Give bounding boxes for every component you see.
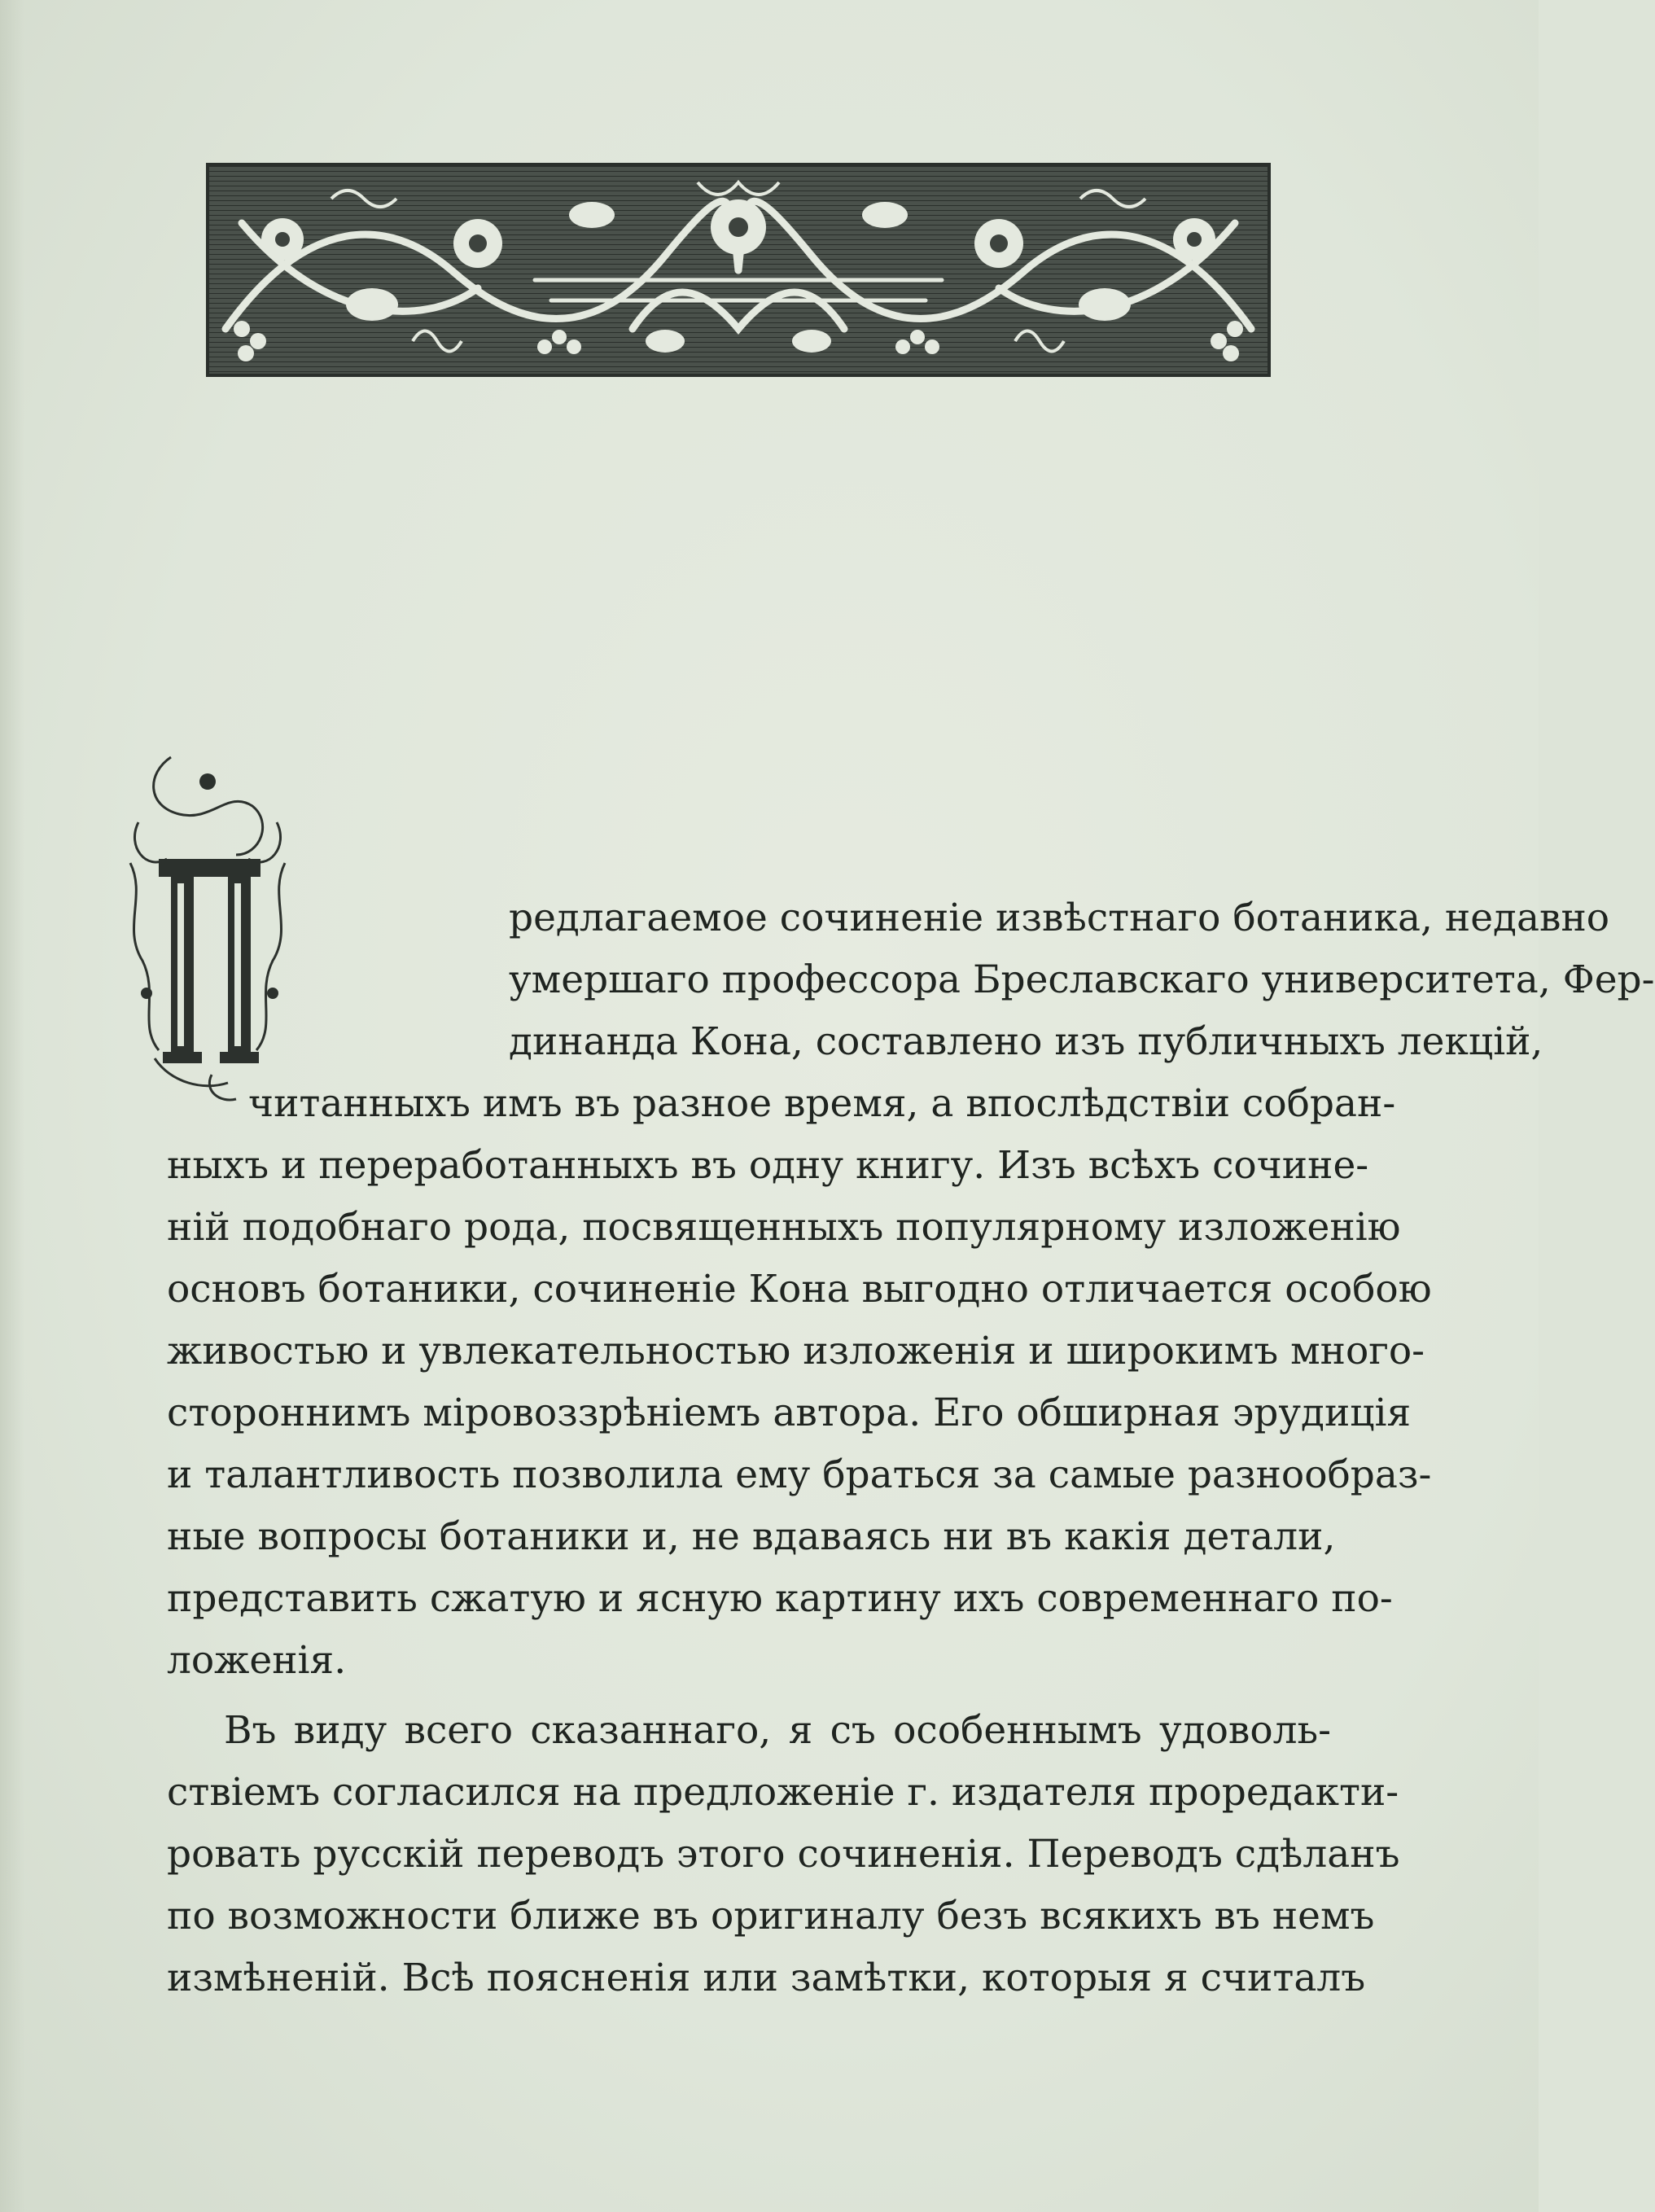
text-line: ложенія.	[167, 1638, 347, 1683]
text-line: редлагаемое сочиненіе извѣстнаго ботаника, недавно	[509, 896, 1610, 940]
text-line: измѣненій. Всѣ поясненія или замѣтки, которыя я считалъ	[167, 1956, 1366, 2000]
text-line: умершаго профессора Бреславскаго университета, Фер-	[509, 957, 1655, 1002]
floral-headpiece-icon	[209, 166, 1268, 374]
text-line: живостью и увлекательностью изложенія и широкимъ много-	[167, 1329, 1425, 1373]
text-line: динанда Кона, составлено изъ публичныхъ лекцій,	[509, 1019, 1543, 1064]
ornamental-headpiece	[206, 163, 1271, 377]
text-line: ные вопросы ботаники и, не вдаваясь ни въ какія детали,	[167, 1514, 1336, 1559]
text-line: Въ виду всего сказаннаго, я съ особеннымъ удоволь-	[224, 1708, 1331, 1753]
text-line: ровать русскій переводъ этого сочиненія. Переводъ сдѣланъ	[167, 1832, 1400, 1877]
text-line: ній подобнаго рода, посвященныхъ популярному изложенію	[167, 1205, 1401, 1250]
text-line: ствіемъ согласился на предложеніе г. издателя проредакти-	[167, 1770, 1399, 1815]
body-text	[167, 887, 1655, 2009]
text-line: и талантливость позволила ему браться за самые разнообраз-	[167, 1452, 1432, 1497]
text-line: ныхъ и переработанныхъ въ одну книгу. Изъ всѣхъ сочине-	[167, 1143, 1369, 1188]
text-line: по возможности ближе въ оригиналу безъ всякихъ въ немъ	[167, 1894, 1375, 1938]
text-line: основъ ботаники, сочиненіе Кона выгодно отличается особою	[167, 1267, 1432, 1312]
binding-shadow	[0, 0, 24, 2212]
text-line: читанныхъ имъ въ разное время, а впослѣдствіи собран-	[248, 1081, 1396, 1126]
text-line: представить сжатую и ясную картину ихъ современнаго по-	[167, 1576, 1393, 1621]
text-line: стороннимъ міровоззрѣніемъ автора. Его обширная эрудиція	[167, 1391, 1412, 1435]
